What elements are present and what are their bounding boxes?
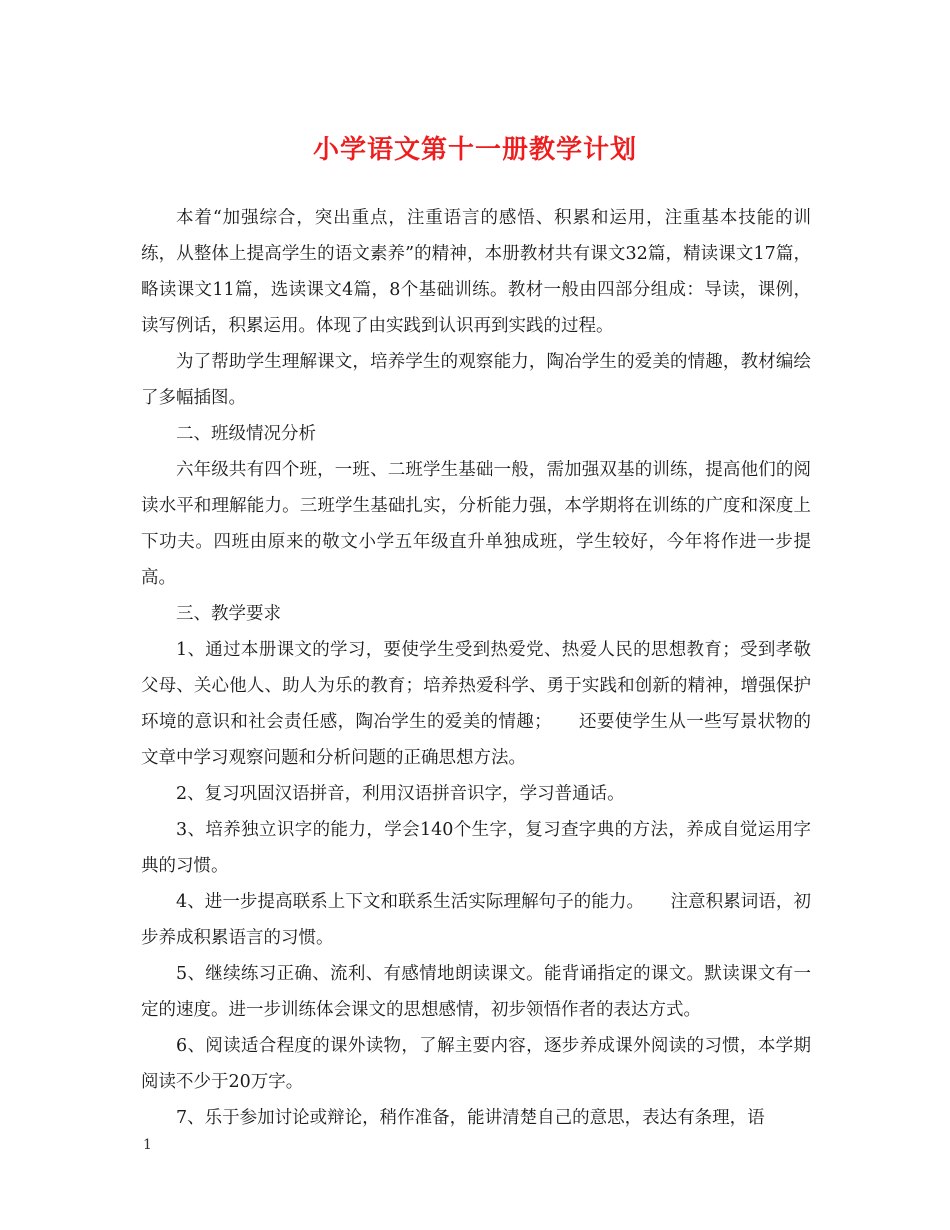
requirement-item-2: 2、复习巩固汉语拼音，利用汉语拼音识字，学习普通话。	[176, 784, 625, 804]
requirement-item-3: 3、培养独立识字的能力，学会140个生字，复习查字典的方法，养成自觉运用字典的习惯。	[141, 820, 811, 876]
paragraph-class-analysis: 六年级共有四个班，一班、二班学生基础一般，需加强双基的训练，提高他们的阅读水平和理解能力。三班学生基础扎实，分析能力强，本学期将在训练的广度和深度上下功夫。四班由原来的敬文小学五年级直升单独成班，学生较好，今年将作进一步提高。	[141, 460, 811, 588]
requirement-item-7: 7、乐于参加讨论或辩论，稍作准备，能讲清楚自己的意思，表达有条理，语	[176, 1108, 765, 1128]
document-body	[141, 200, 811, 1136]
requirement-item-4: 4、进一步提高联系上下文和联系生活实际理解句子的能力。 注意积累词语，初步养成积累语言的习惯。	[141, 892, 811, 948]
requirement-item-1: 1、通过本册课文的学习，要使学生受到热爱党、热爱人民的思想教育；受到孝敬父母、关心他人、助人为乐的教育；培养热爱科学、勇于实践和创新的精神，增强保护环境的意识和社会责任感，陶冶学生的爱美的情趣； 还要使学生从一些写景状物的文章中学习观察问题和分析问题的正确思想方法。	[141, 640, 811, 768]
paragraph-intro: 本着“加强综合，突出重点，注重语言的感悟、积累和运用，注重基本技能的训练，从整体上提高学生的语文素养”的精神，本册教材共有课文32篇，精读课文17篇，略读课文11篇，选读课文4篇，8个基础训练。教材一般由四部分组成：导读，课例，读写例话，积累运用。体现了由实践到认识再到实践的过程。	[141, 208, 811, 336]
section-heading-requirements: 三、教学要求	[176, 604, 281, 624]
section-heading-class-analysis: 二、班级情况分析	[176, 424, 316, 444]
page-number: 1	[143, 1137, 152, 1153]
document-title: 小学语文第十一册教学计划	[312, 135, 637, 165]
paragraph-illustrations: 为了帮助学生理解课文，培养学生的观察能力，陶冶学生的爱美的情趣，教材编绘了多幅插图。	[141, 352, 811, 408]
requirement-item-6: 6、阅读适合程度的课外读物，了解主要内容，逐步养成课外阅读的习惯，本学期阅读不少于20万字。	[141, 1036, 811, 1092]
requirement-item-5: 5、继续练习正确、流利、有感情地朗读课文。能背诵指定的课文。默读课文有一定的速度。进一步训练体会课文的思想感情，初步领悟作者的表达方式。	[141, 964, 811, 1020]
